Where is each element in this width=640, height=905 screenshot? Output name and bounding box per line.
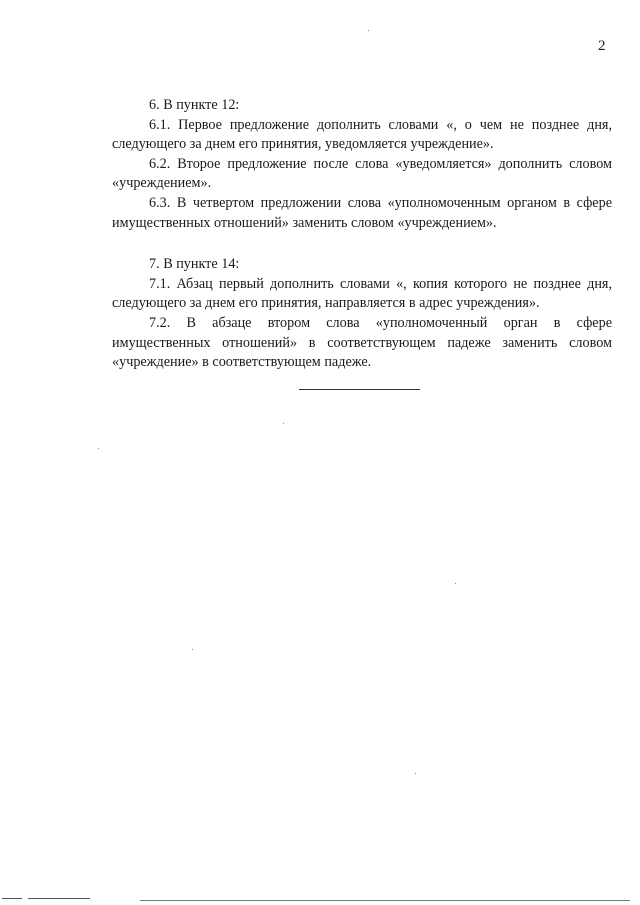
document-body <box>112 96 612 373</box>
section-heading: 6. В пункте 12: <box>149 97 240 113</box>
scan-edge-mark <box>2 898 22 899</box>
section-heading: 7. В пункте 14: <box>149 256 240 273</box>
end-divider-line <box>299 389 420 390</box>
section-7 <box>112 255 612 373</box>
paragraph-7-1: 7.1. Абзац первый дополнить словами «, копия которого не позднее дня, следующего за днем его принятия, направляется в адрес учреждения». <box>112 275 612 312</box>
paragraph-6-2: 6.2. Второе предложение после слова «уведомляется» дополнить словом «учреждением». <box>112 155 612 192</box>
paragraph-7-2: 7.2. В абзаце втором слова «уполномоченный орган в сфере имущественных отношений» в соответствующем падеже заменить словом «учреждение» в соответствующем падеже. <box>112 314 612 371</box>
scan-speck <box>192 649 193 650</box>
paragraph-6-3: 6.3. В четвертом предложении слова «уполномоченным органом в сфере имущественных отношений» заменить словом «учреждением». <box>112 194 612 231</box>
scan-speck <box>415 773 416 774</box>
paragraph-6-1: 6.1. Первое предложение дополнить словами «, о чем не позднее дня, следующего за днем его принятия, уведомляется учреждение». <box>112 116 612 153</box>
scan-speck <box>283 423 284 424</box>
scan-speck <box>455 583 456 584</box>
scan-speck <box>368 30 369 31</box>
scan-speck <box>98 448 99 449</box>
section-6 <box>112 96 612 233</box>
scan-edge-mark <box>140 900 630 901</box>
page-number: 2 <box>598 38 606 54</box>
scan-edge-mark <box>28 898 90 899</box>
